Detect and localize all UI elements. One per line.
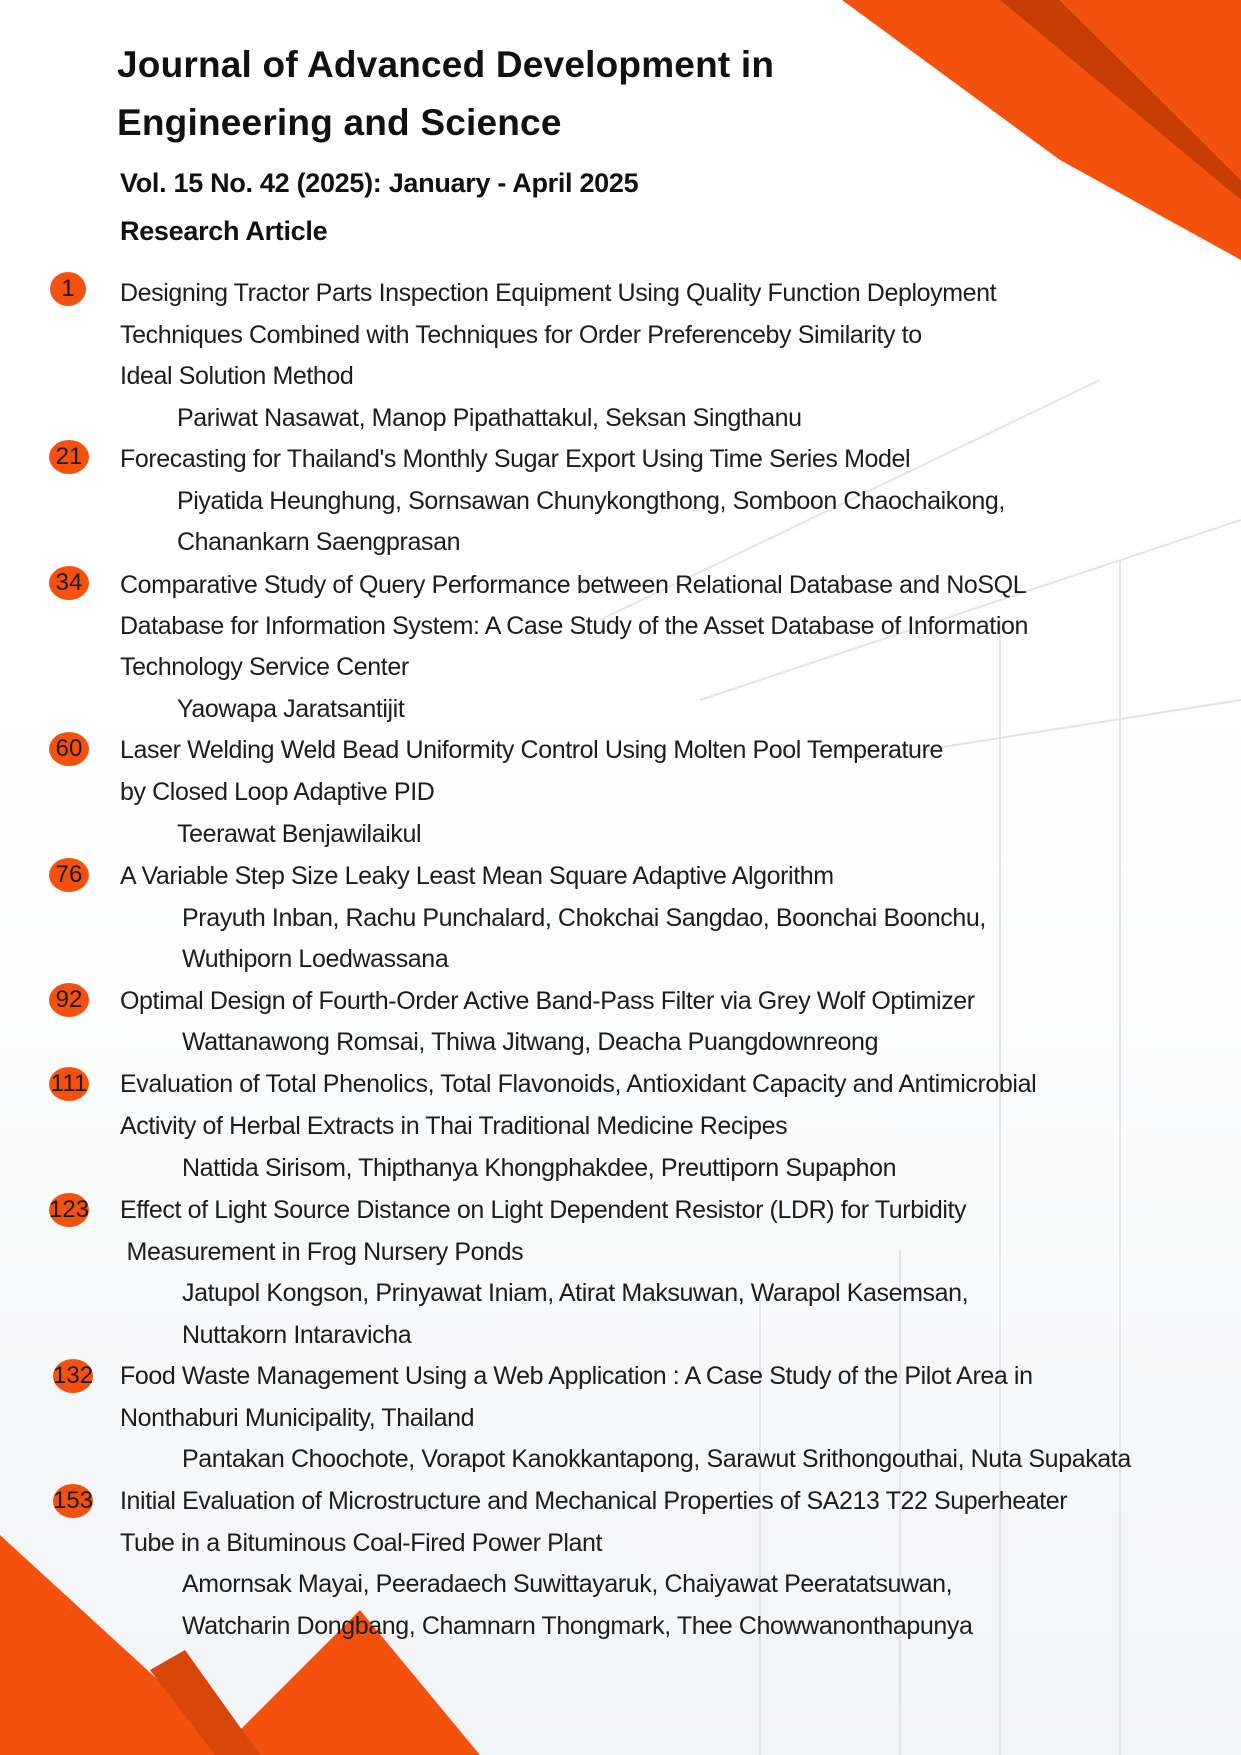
article-title-line[interactable]: by Closed Loop Adaptive PID bbox=[120, 778, 435, 806]
article-title-line[interactable]: Nonthaburi Municipality, Thailand bbox=[120, 1404, 475, 1432]
section-heading: Research Article bbox=[120, 216, 328, 246]
article-title-line[interactable]: Forecasting for Thailand's Monthly Sugar Export Using Time Series Model bbox=[120, 445, 911, 473]
page-number-badge: 21 bbox=[49, 440, 89, 474]
article-title-line[interactable]: Techniques Combined with Techniques for Order Preferenceby Similarity to bbox=[120, 321, 922, 349]
article-title-line[interactable]: Measurement in Frog Nursery Ponds bbox=[120, 1238, 524, 1266]
article-authors-line: Chanankarn Saengprasan bbox=[177, 528, 461, 556]
article-authors-line: Jatupol Kongson, Prinyawat Iniam, Atirat Maksuwan, Warapol Kasemsan, bbox=[182, 1279, 969, 1307]
article-title-line[interactable]: A Variable Step Size Leaky Least Mean Square Adaptive Algorithm bbox=[120, 862, 834, 890]
issue-info: Vol. 15 No. 42 (2025): January - April 2025 bbox=[120, 168, 639, 198]
article-authors-line: Prayuth Inban, Rachu Punchalard, Chokchai Sangdao, Boonchai Boonchu, bbox=[182, 904, 986, 932]
article-title-line[interactable]: Optimal Design of Fourth-Order Active Band-Pass Filter via Grey Wolf Optimizer bbox=[120, 987, 975, 1015]
article-title-line[interactable]: Initial Evaluation of Microstructure and Mechanical Properties of SA213 T22 Superheater bbox=[120, 1487, 1068, 1515]
article-authors-line: Wattanawong Romsai, Thiwa Jitwang, Deacha Puangdownreong bbox=[182, 1028, 879, 1056]
article-authors-line: Wuthiporn Loedwassana bbox=[182, 945, 449, 973]
page-number-badge: 132 bbox=[53, 1359, 93, 1393]
page-number-badge: 123 bbox=[49, 1193, 89, 1227]
page-number-badge: 76 bbox=[49, 858, 89, 892]
article-title-line[interactable]: Tube in a Bituminous Coal-Fired Power Plant bbox=[120, 1529, 603, 1557]
journal-title-line-1: Journal of Advanced Development in bbox=[117, 44, 775, 85]
article-authors-line: Pariwat Nasawat, Manop Pipathattakul, Seksan Singthanu bbox=[177, 404, 802, 432]
article-title-line[interactable]: Designing Tractor Parts Inspection Equipment Using Quality Function Deployment bbox=[120, 279, 997, 307]
article-title-line[interactable]: Activity of Herbal Extracts in Thai Traditional Medicine Recipes bbox=[120, 1112, 788, 1140]
article-title-line[interactable]: Evaluation of Total Phenolics, Total Flavonoids, Antioxidant Capacity and Antimicrobial bbox=[120, 1070, 1037, 1098]
article-title-line[interactable]: Technology Service Center bbox=[120, 653, 409, 681]
article-authors-line: Watcharin Dongbang, Chamnarn Thongmark, Thee Chowwanonthapunya bbox=[182, 1612, 973, 1640]
article-title-line[interactable]: Effect of Light Source Distance on Light Dependent Resistor (LDR) for Turbidity bbox=[120, 1196, 967, 1224]
article-authors-line: Nuttakorn Intaravicha bbox=[182, 1321, 412, 1349]
article-authors-line: Amornsak Mayai, Peeradaech Suwittayaruk, Chaiyawat Peeratatsuwan, bbox=[182, 1570, 953, 1598]
article-title-line[interactable]: Laser Welding Weld Bead Uniformity Control Using Molten Pool Temperature bbox=[120, 736, 943, 764]
page-number-badge: 1 bbox=[50, 272, 86, 306]
page-number-badge: 60 bbox=[49, 732, 89, 766]
page-number-badge: 153 bbox=[53, 1484, 93, 1518]
article-authors-line: Yaowapa Jaratsantijit bbox=[177, 695, 405, 723]
journal-title-line-2: Engineering and Science bbox=[117, 102, 562, 143]
page-number-badge: 92 bbox=[49, 983, 89, 1017]
article-authors-line: Pantakan Choochote, Vorapot Kanokkantapong, Sarawut Srithongouthai, Nuta Supakata bbox=[182, 1445, 1131, 1473]
page-number-badge: 111 bbox=[49, 1067, 89, 1101]
page-number-badge: 34 bbox=[49, 566, 89, 600]
article-title-line[interactable]: Food Waste Management Using a Web Application : A Case Study of the Pilot Area in bbox=[120, 1362, 1033, 1390]
article-title-line[interactable]: Comparative Study of Query Performance between Relational Database and NoSQL bbox=[120, 571, 1027, 599]
article-authors-line: Teerawat Benjawilaikul bbox=[177, 820, 422, 848]
article-title-line[interactable]: Database for Information System: A Case Study of the Asset Database of Information bbox=[120, 612, 1028, 640]
article-authors-line: Piyatida Heunghung, Sornsawan Chunykongthong, Somboon Chaochaikong, bbox=[177, 487, 1005, 515]
article-title-line[interactable]: Ideal Solution Method bbox=[120, 362, 354, 390]
article-authors-line: Nattida Sirisom, Thipthanya Khongphakdee, Preuttiporn Supaphon bbox=[182, 1154, 897, 1182]
